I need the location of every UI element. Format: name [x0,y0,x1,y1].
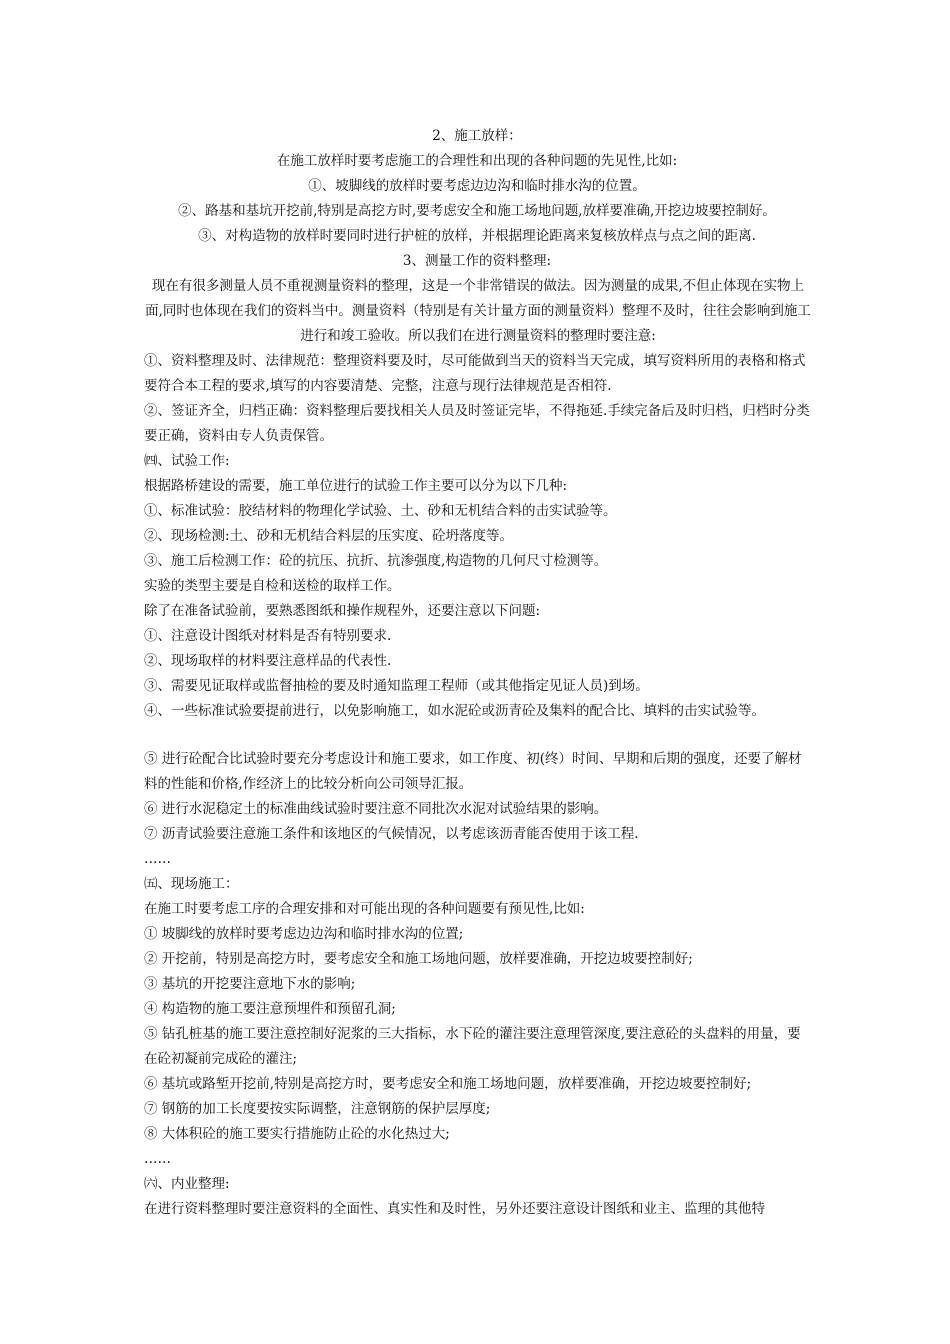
section-heading-office-work: ㈥、内业整理: [144,1176,230,1192]
list-item: ①、标准试验：胶结材料的物理化学试验、土、砂和无机结合料的击实试验等。 [144,503,617,519]
list-item: ⑧ 大体积砼的施工要实行措施防止砼的水化热过大; [144,1126,450,1142]
list-item: ⑤ 进行砼配合比试验时要充分考虑设计和施工要求，如工作度、初(终）时间、早期和后期的强度，还要了解材料的性能和价格,作经济上的比较分析向公司领导汇报。 [144,751,802,792]
list-item: ①、资料整理及时、法律规范：整理资料要及时，尽可能做到当天的资料当天完成，填写资料所用的表格和格式要符合本工程的要求,填写的内容要清楚、完整，注意与现行法律规范是否相符. [144,353,806,394]
list-item: ⑤ 钻孔桩基的施工要注意控制好泥浆的三大指标，水下砼的灌注要注意理管深度,要注意砼的头盘料的用量，要在砼初凝前完成砼的灌注; [144,1026,801,1067]
list-item: ⑦ 沥青试验要注意施工条件和该地区的气候情况，以考虑该沥青能否使用于该工程. [144,826,639,842]
list-item: ①、注意设计图纸对材料是否有特别要求. [144,628,392,644]
list-item: ③ 基坑的开挖要注意地下水的影响; [144,976,356,992]
paragraph-line: 实验的类型主要是自检和送检的取样工作。 [144,578,401,594]
list-item: ②、签证齐全，归档正确：资料整理后要找相关人员及时签证完毕，不得拖延.手续完备后及时归档，归档时分类要正确，资料由专人负责保管。 [144,403,810,444]
section-heading-construction-layout: 2、施工放样： [432,128,522,144]
paragraph: 现在有很多测量人员不重视测量资料的整理，这是一个非常错误的做法。因为测量的成果,不但止体现在实物上面,同时也体现在我们的资料当中。测量资料（特别是有关计量方面的测量资料）整理不及时，往往会影响到施工进行和竣工验收。所以我们在进行测量资料的整理时要注意: [145,278,811,344]
list-item: ③、对构造物的放样时要同时进行护桩的放样，并根据理论距离来复核放样点与点之间的距离. [198,228,756,244]
list-item: ⑥ 基坑或路堑开挖前,特别是高挖方时，要考虑安全和施工场地问题，放样要准确，开挖边坡要控制好; [144,1076,752,1092]
paragraph-line: 除了在准备试验前，要熟悉图纸和操作规程外，还要注意以下问题: [144,603,541,619]
list-item: ②、路基和基坑开挖前,特别是高挖方时,要考虑安全和施工场地问题,放样要准确,开挖边坡要控制好。 [178,203,776,219]
section-heading-testing: ㈣、试验工作: [144,453,230,469]
list-item: ① 坡脚线的放样时要考虑边边沟和临时排水沟的位置; [144,926,464,942]
section-heading-site-construction: ㈤、现场施工： [144,876,239,892]
section-heading-survey-data: 3、测量工作的资料整理: [402,253,552,269]
list-item: ⑥ 进行水泥稳定土的标准曲线试验时要注意不同批次水泥对试验结果的影响。 [144,801,608,817]
paragraph-line: 在进行资料整理时要注意资料的全面性、真实性和及时性，另外还要注意设计图纸和业主、监理的其他特 [144,1201,765,1217]
list-item: ③、施工后检测工作：砼的抗压、抗折、抗渗强度,构造物的几何尺寸检测等。 [144,553,608,569]
list-item: ④ 构造物的施工要注意预埋件和预留孔洞; [144,1001,396,1017]
list-item: ④、一些标准试验要提前进行，以免影响施工，如水泥砼或沥青砼及集料的配合比、填料的击实试验等。 [144,703,765,719]
ellipsis: …… [144,1151,171,1167]
paragraph-line: 根据路桥建设的需要，施工单位进行的试验工作主要可以分为以下几种: [144,478,568,494]
paragraph-line: 在施工放样时要考虑施工的合理性和出现的各种问题的先见性,比如: [276,153,678,169]
ellipsis: …… [144,851,171,867]
list-item: ② 开挖前，特别是高挖方时，要考虑安全和施工场地问题，放样要准确，开挖边坡要控制好; [144,951,693,967]
list-item: ②、现场检测:土、砂和无机结合料层的压实度、砼坍落度等。 [144,528,514,544]
list-item: ①、坡脚线的放样时要考虑边边沟和临时排水沟的位置。 [308,178,646,194]
list-item: ③、需要见证取样或监督抽检的要及时通知监理工程师（或其他指定见证人员)到场。 [144,678,649,694]
list-item: ⑦ 钢筋的加工长度要按实际调整，注意钢筋的保护层厚度; [144,1101,491,1117]
paragraph-line: 在施工时要考虑工序的合理安排和对可能出现的各种问题要有预见性,比如: [144,901,585,917]
list-item: ②、现场取样的材料要注意样品的代表性. [144,653,392,669]
